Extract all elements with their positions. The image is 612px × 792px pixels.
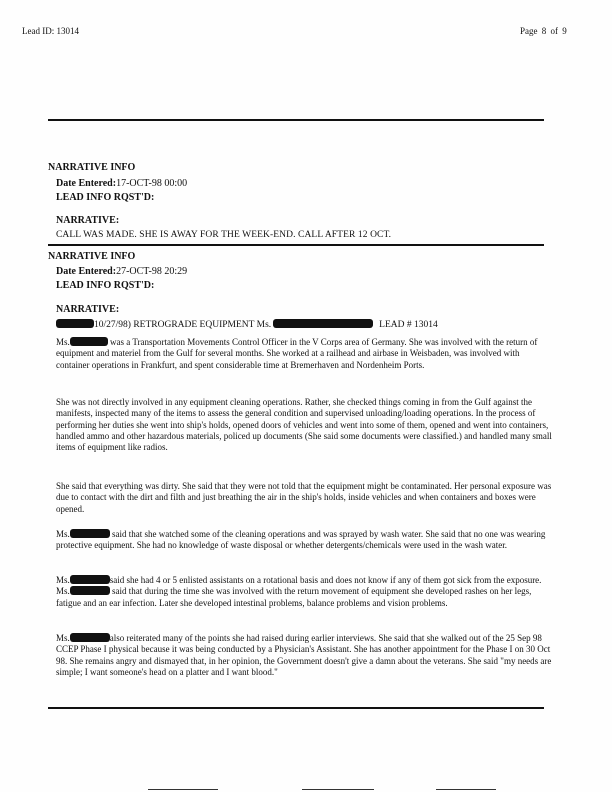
redaction-bar — [70, 529, 110, 538]
entry1-date-label: Date Entered: — [56, 178, 117, 189]
p6-body: also reiterated many of the points she had raised during earlier interviews. She said that she walked out of the 25 Sep 98 CCEP Phase I physical because it was being conducted by a Physician's Assistant. She has another appointment for the Phase I on 30 Oct 98. She remains angry and dismayed that, in her opinion, the Government doesn't give a damn about the veterans. She said "my needs are simple; I want someone's head on a platter and I want blood." — [56, 633, 552, 677]
narrative-paragraph-1 — [56, 337, 552, 371]
redaction-bar — [56, 319, 94, 328]
p5-prefix: Ms. — [56, 575, 70, 585]
p5-body-a: said she had 4 or 5 enlisted assistants on a rotational basis and does not know if any of them got sick from the exposure. Ms. — [56, 575, 542, 597]
p4-body: said that she watched some of the cleaning operations and was sprayed by wash water. She said that no one was wearing protective equipment. She had no knowledge of waste disposal or whether detergents/chemicals were used in the wash water. — [56, 529, 546, 551]
subject-part1: 10/27/98) RETROGRADE EQUIPMENT Ms. — [94, 320, 272, 330]
lead-id: Lead ID: 13014 — [22, 26, 79, 36]
redaction-bar — [70, 586, 110, 595]
redaction-bar — [70, 337, 108, 346]
p5-body-b: said that during the time she was involved with the return movement of equipment she developed rashes on her legs, fatigue and an ear infection. Later she developed intestinal problems, balance problems and vision problems. — [56, 586, 532, 608]
entry1-lead-info-label: LEAD INFO RQST'D: — [56, 192, 155, 203]
footer-rule — [48, 707, 544, 709]
page-number: Page 8 of 9 — [520, 26, 567, 36]
narrative-paragraph-4 — [56, 529, 552, 552]
entry1-date-value: 17-OCT-98 00:00 — [116, 178, 188, 189]
p4-prefix: Ms. — [56, 529, 70, 539]
redaction-bar — [70, 575, 110, 584]
entry2-date-value: 27-OCT-98 20:29 — [116, 266, 188, 277]
narrative-paragraph-3 — [56, 481, 552, 515]
p3-body: She said that everything was dirty. She said that they were not told that the equipment might be contaminated. Her personal exposure was due to contact with the dirt and filth and just breathing the air in the ship's holds, inside vehicles and when containers and boxes were opened. — [56, 481, 552, 514]
narrative-paragraph-6 — [56, 633, 552, 678]
p2-body: She was not directly involved in any equipment cleaning operations. Rather, she checked things coming in from the Gulf against the manifests, inspected many of the items to assess the general condition and supervised unloading/loading operations. In the process of performing her duties she went into ship's holds, opened doors of vehicles and went into some of them, opened and went into containers, handled ammo and other hazardous materials, policed up documents (She said some documents were classified.) and handled many small items of equipment like radios. — [56, 397, 552, 453]
subject-part2: LEAD # 13014 — [379, 320, 438, 330]
redaction-bar — [273, 319, 373, 328]
entry1-narrative-text: CALL WAS MADE. SHE IS AWAY FOR THE WEEK-END. CALL AFTER 12 OCT. — [56, 230, 392, 240]
p1-prefix: Ms. — [56, 337, 70, 347]
entry1-section-title: NARRATIVE INFO — [48, 162, 136, 173]
entry2-lead-info-label: LEAD INFO RQST'D: — [56, 280, 155, 291]
scan-artifact-line — [148, 789, 218, 790]
entry2-date-label: Date Entered: — [56, 266, 117, 277]
scan-artifact-line — [302, 789, 374, 790]
narrative-subject-line — [56, 319, 556, 331]
redaction-bar — [70, 633, 110, 642]
narrative-paragraph-5 — [56, 575, 552, 609]
p1-body: was a Transportation Movements Control Officer in the V Corps area of Germany. She was involved with the return of equipment and materiel from the Gulf for several months. She worked at a railhead and airbase in Weisbaden, was involved with container operations in Frankfurt, and spent considerable time at Bremerhaven and Nordenheim Ports. — [56, 337, 538, 370]
entry1-narrative-label: NARRATIVE: — [56, 215, 120, 226]
header-rule — [48, 119, 544, 121]
entry2-narrative-label: NARRATIVE: — [56, 304, 120, 315]
scan-artifact-line — [436, 789, 496, 790]
entry2-section-title: NARRATIVE INFO — [48, 251, 136, 262]
entry-divider-rule — [48, 244, 544, 246]
narrative-paragraph-2 — [56, 397, 552, 453]
p6-prefix: Ms. — [56, 633, 70, 643]
entry2-date-field — [56, 266, 187, 277]
entry1-date-field — [56, 178, 187, 189]
